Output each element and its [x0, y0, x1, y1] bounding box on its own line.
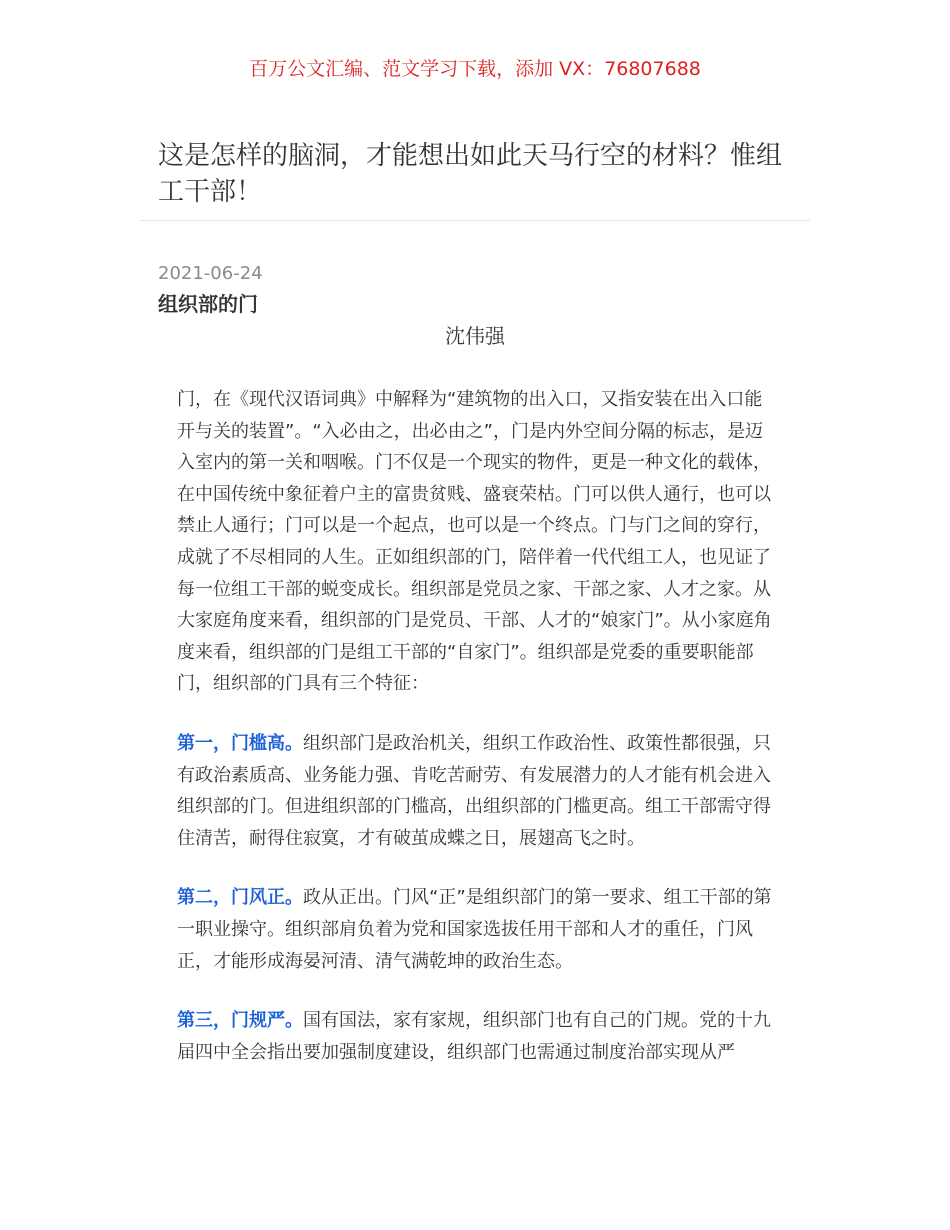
author-name: 沈伟强: [445, 324, 505, 348]
intro-paragraph: 门，在《现代汉语词典》中解释为“建筑物的出入口，又指安装在出入口能开与关的装置”。“入必由之，出必由之”，门是内外空间分隔的标志，是迈入室内的第一关和咽喉。门不仅是一个现实的物件，更是一种文化的载体，在中国传统中象征着户主的富贵贫贱、盛衰荣枯。门可以供人通行，也可以禁止人通行；门可以是一个起点，也可以是一个终点。门与门之间的穿行，成就了不尽相同的人生。正如组织部的门，陪伴着一代代组工人，也见证了每一位组工干部的蜕变成长。组织部是党员之家、干部之家、人才之家。从大家庭角度来看，组织部的门是党员、干部、人才的“娘家门”。从小家庭角度来看，组织部的门是组工干部的“自家门”。组织部是党委的重要职能部门，组织部的门具有三个特征：: [177, 389, 772, 695]
point-text-3: 国有国法，家有家规，组织部门也有自己的门规。党的十九届四中全会指出要加强制度建设，组织部门也需通过制度治部实现从严: [177, 1010, 771, 1063]
point-lead-1: 第一，门槛高。: [177, 732, 303, 754]
point-paragraph-2: [177, 882, 777, 977]
point-paragraph-1: [177, 728, 777, 854]
publish-date: 2021-06-24: [158, 263, 263, 284]
article-title: 这是怎样的脑洞，才能想出如此天马行空的材料？惟组工干部！: [158, 141, 783, 207]
promo-banner: 百万公文汇编、范文学习下载，添加 VX：76807688: [249, 58, 701, 80]
title-divider: [140, 220, 810, 221]
point-text-2: 政从正出。门风“正”是组织部门的第一要求、组工干部的第一职业操守。组织部肩负着为党和国家选拔任用干部和人才的重任，门风正，才能形成海晏河清、清气满乾坤的政治生态。: [177, 887, 772, 972]
point-lead-2: 第二，门风正。: [177, 887, 303, 909]
section-heading: 组织部的门: [158, 292, 258, 316]
article-body: [177, 384, 777, 1096]
point-lead-3: 第三，门规严。: [177, 1010, 303, 1032]
point-paragraph-3: [177, 1005, 777, 1068]
point-text-1: 组织部门是政治机关，组织工作政治性、政策性都很强，只有政治素质高、业务能力强、肯吃苦耐劳、有发展潜力的人才能有机会进入组织部的门。但进组织部的门槛高，出组织部的门槛更高。组工干部需守得住清苦，耐得住寂寞，才有破茧成蝶之日，展翅高飞之时。: [177, 732, 771, 849]
